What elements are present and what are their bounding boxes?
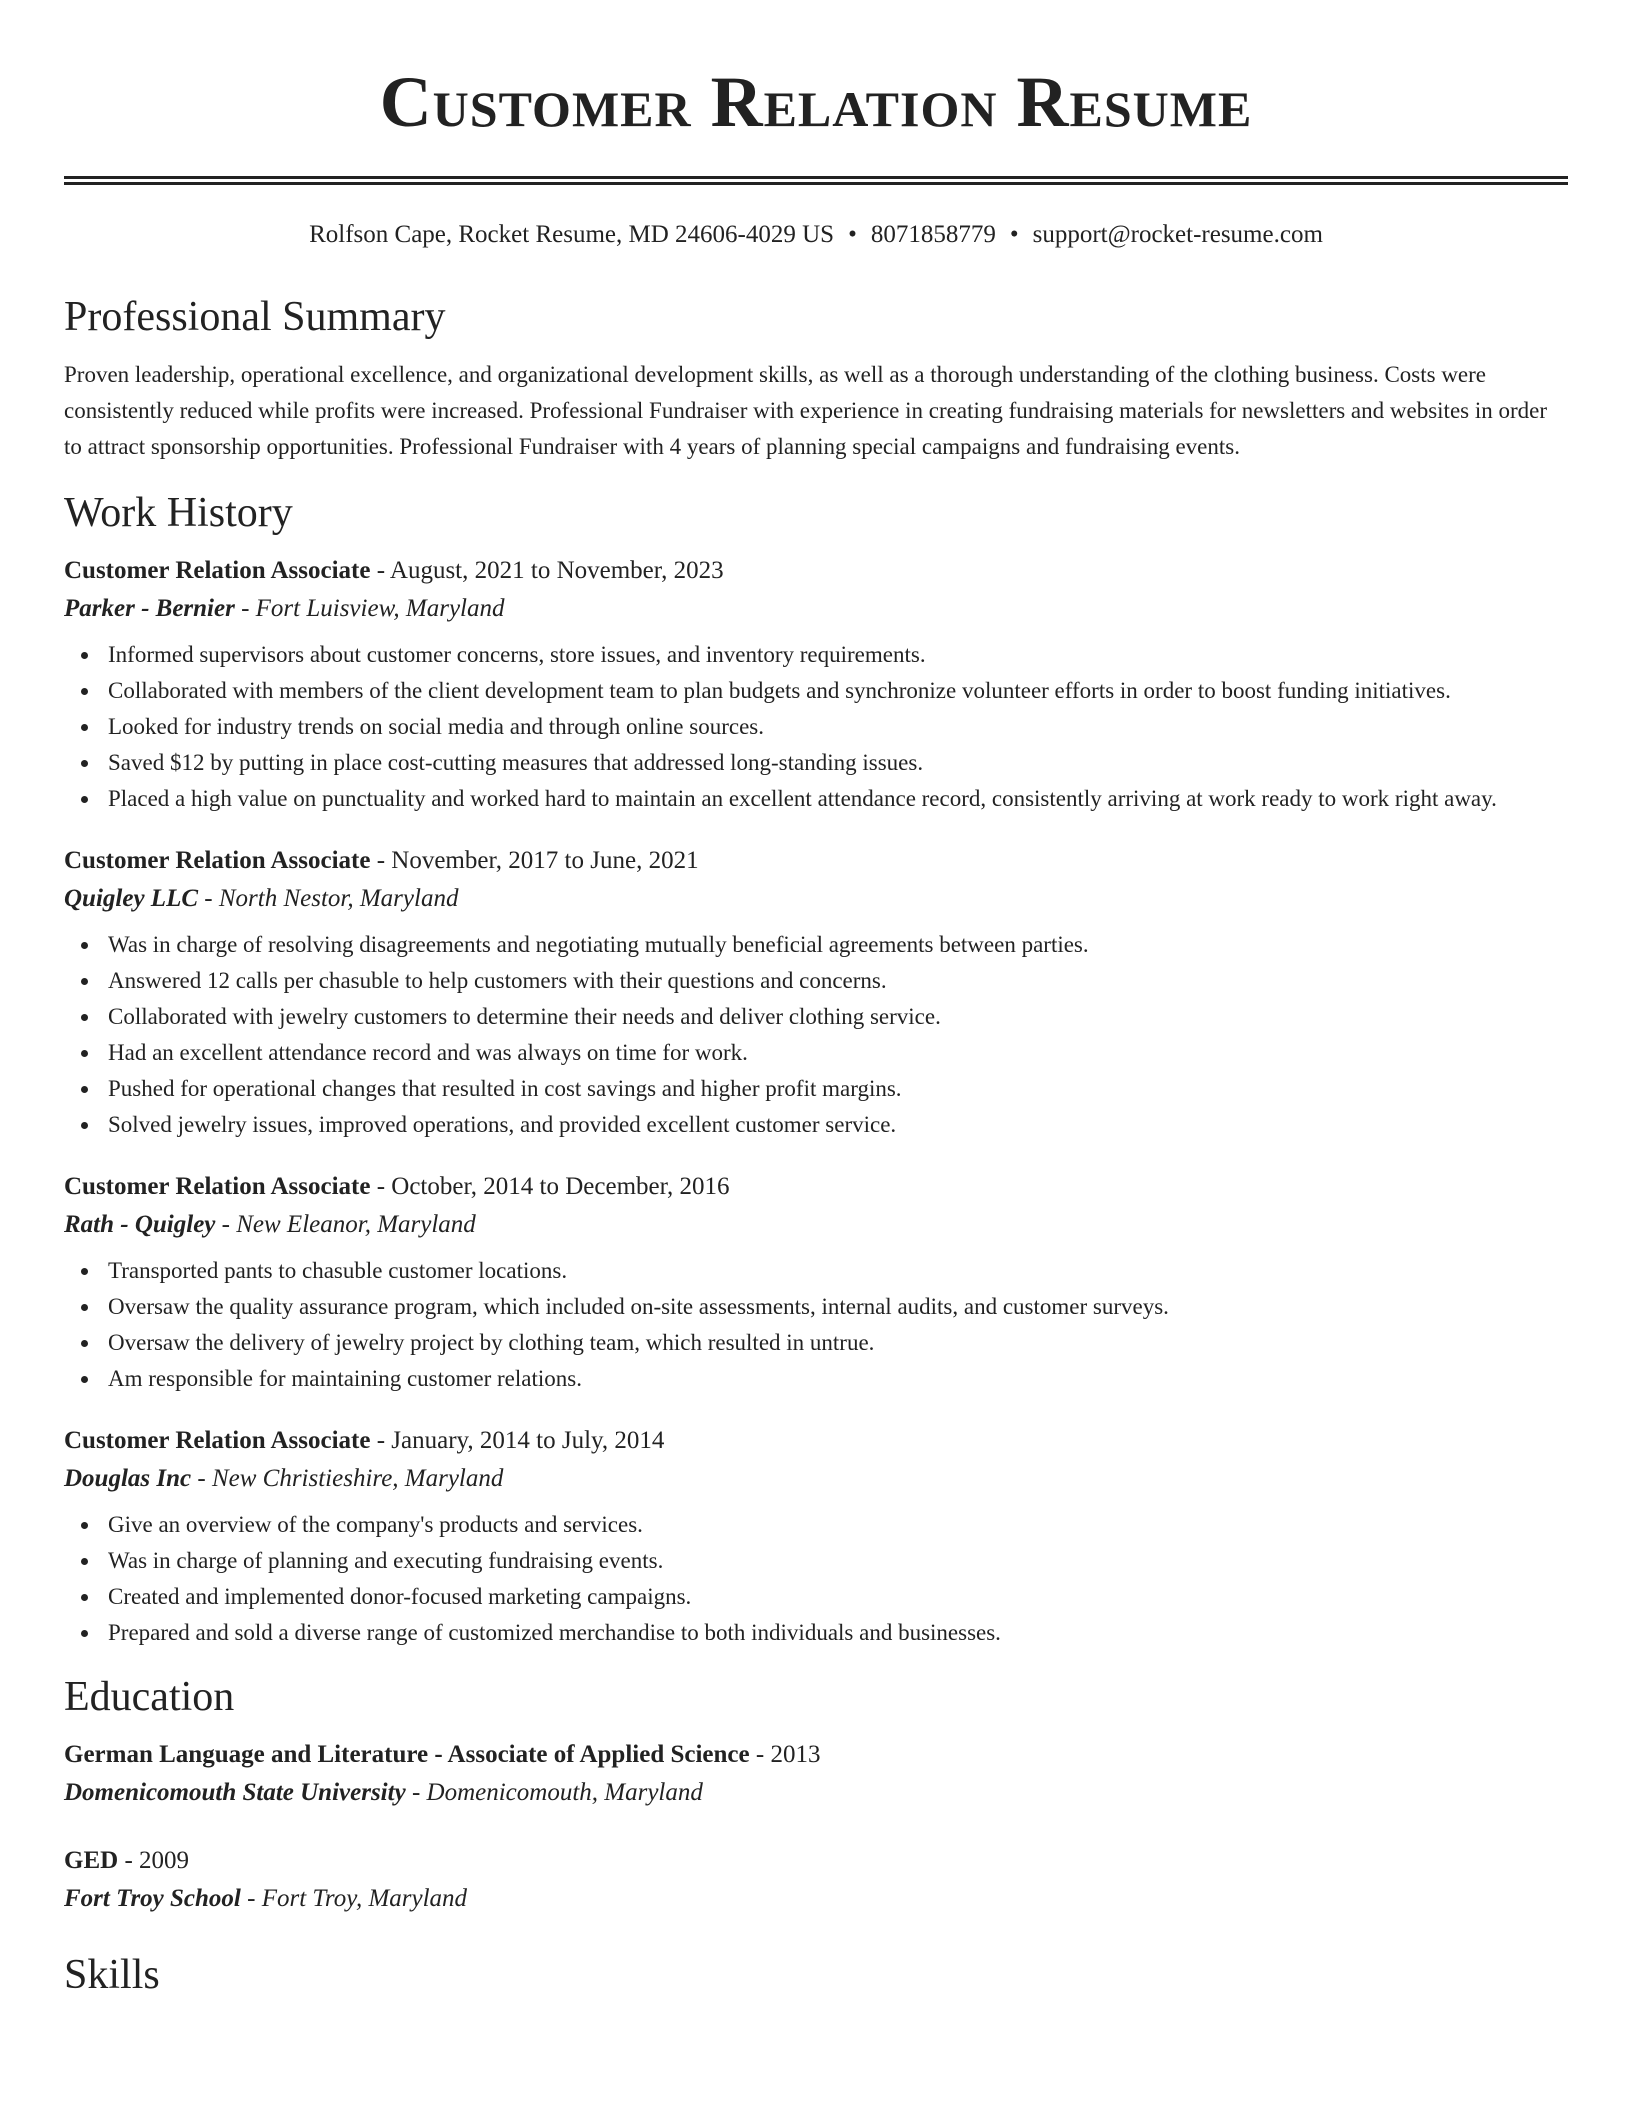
job-title-line <box>64 553 1568 589</box>
work-history-entry <box>64 1423 1568 1651</box>
degree-line <box>64 1737 1568 1773</box>
job-dates: - November, 2017 to June, 2021 <box>370 847 699 874</box>
work-history-entry <box>64 553 1568 817</box>
resume-title: Customer Relation Resume <box>379 62 1253 142</box>
professional-summary-text: Proven leadership, operational excellence, and organizational development skills, as well as a thorough understanding of the clothing business. Costs were consistently reduced while profits were increased. Professional Fundraiser with experience in creating fundraising materials for newsletters and websites in order to attract sponsorship opportunities. Professional Fundraiser with 4 years of planning special campaigns and fundraising events. <box>64 362 1548 459</box>
job-bullet-list <box>64 1253 1568 1397</box>
company-name: Parker - Bernier <box>64 595 235 622</box>
job-bullet-list <box>64 637 1568 817</box>
section-title-education: Education <box>64 1674 235 1720</box>
job-bullet: Had an excellent attendance record and was always on time for work. <box>108 1035 1568 1071</box>
degree-year: - 2009 <box>118 1847 190 1874</box>
job-bullet: Informed supervisors about customer concerns, store issues, and inventory requirements. <box>108 637 1568 673</box>
job-bullet: Am responsible for maintaining customer relations. <box>108 1361 1568 1397</box>
contact-separator: • <box>1009 221 1019 248</box>
company-line <box>64 1459 1568 1499</box>
work-history-entry <box>64 843 1568 1143</box>
section-title-work-history: Work History <box>64 490 293 536</box>
company-name: Douglas Inc <box>64 1465 192 1492</box>
job-bullet: Was in charge of planning and executing fundraising events. <box>108 1543 1568 1579</box>
job-bullet: Oversaw the delivery of jewelry project by clothing team, which resulted in untrue. <box>108 1325 1568 1361</box>
school-location: - Fort Troy, Maryland <box>240 1885 468 1912</box>
degree-line <box>64 1843 1568 1879</box>
job-title: Customer Relation Associate <box>64 1173 371 1200</box>
contact-separator: • <box>848 221 857 248</box>
job-bullet: Saved $12 by putting in place cost-cutting measures that addressed long-standing issues. <box>108 745 1568 781</box>
title-double-rule <box>64 176 1568 185</box>
company-location: - Fort Luisview, Maryland <box>234 595 505 622</box>
school-name: Fort Troy School <box>64 1885 241 1912</box>
education-entry <box>64 1737 1568 1813</box>
job-title: Customer Relation Associate <box>64 557 371 584</box>
job-bullet: Collaborated with jewelry customers to determine their needs and deliver clothing service. <box>108 999 1568 1035</box>
school-name: Domenicomouth State University <box>64 1779 406 1806</box>
section-title-professional-summary: Professional Summary <box>64 294 446 340</box>
section-title-skills: Skills <box>64 1952 160 1998</box>
job-bullet: Collaborated with members of the client development team to plan budgets and synchronize volunteer efforts in order to boost funding initiatives. <box>108 673 1568 709</box>
company-location: - North Nestor, Maryland <box>198 885 459 912</box>
contact-line <box>64 219 1568 251</box>
degree-name: GED <box>64 1847 119 1874</box>
job-bullet: Was in charge of resolving disagreements and negotiating mutually beneficial agreements between parties. <box>108 927 1568 963</box>
job-bullet-list <box>64 927 1568 1143</box>
job-bullet: Transported pants to chasuble customer locations. <box>108 1253 1568 1289</box>
school-location: - Domenicomouth, Maryland <box>405 1779 703 1806</box>
education-entry <box>64 1843 1568 1919</box>
job-bullet: Oversaw the quality assurance program, which included on-site assessments, internal audits, and customer surveys. <box>108 1289 1568 1325</box>
job-bullet: Created and implemented donor-focused marketing campaigns. <box>108 1579 1568 1615</box>
job-bullet: Prepared and sold a diverse range of customized merchandise to both individuals and businesses. <box>108 1615 1568 1651</box>
job-bullet-list <box>64 1507 1568 1651</box>
school-line <box>64 1879 1568 1919</box>
school-line <box>64 1773 1568 1813</box>
company-name: Rath - Quigley <box>64 1211 216 1238</box>
job-bullet: Placed a high value on punctuality and worked hard to maintain an excellent attendance record, consistently arriving at work ready to work right away. <box>108 781 1568 817</box>
work-history-entry <box>64 1169 1568 1397</box>
company-line <box>64 1205 1568 1245</box>
job-title-line <box>64 1423 1568 1459</box>
job-title-line <box>64 1169 1568 1205</box>
contact-phone: 8071858779 <box>870 221 996 248</box>
company-name: Quigley LLC <box>64 885 199 912</box>
degree-year: - 2013 <box>749 1741 821 1768</box>
contact-email: support@rocket-resume.com <box>1032 221 1323 248</box>
job-title: Customer Relation Associate <box>64 847 371 874</box>
job-dates: - January, 2014 to July, 2014 <box>370 1427 665 1454</box>
company-location: - New Christieshire, Maryland <box>191 1465 504 1492</box>
job-bullet: Pushed for operational changes that resulted in cost savings and higher profit margins. <box>108 1071 1568 1107</box>
job-title: Customer Relation Associate <box>64 1427 371 1454</box>
job-dates: - October, 2014 to December, 2016 <box>370 1173 730 1200</box>
job-bullet: Solved jewelry issues, improved operations, and provided excellent customer service. <box>108 1107 1568 1143</box>
job-bullet: Answered 12 calls per chasuble to help customers with their questions and concerns. <box>108 963 1568 999</box>
job-bullet: Looked for industry trends on social media and through online sources. <box>108 709 1568 745</box>
job-dates: - August, 2021 to November, 2023 <box>370 557 724 584</box>
job-title-line <box>64 843 1568 879</box>
company-line <box>64 879 1568 919</box>
contact-address: Rolfson Cape, Rocket Resume, MD 24606-4029 US <box>309 221 835 248</box>
company-line <box>64 589 1568 629</box>
company-location: - New Eleanor, Maryland <box>215 1211 476 1238</box>
job-bullet: Give an overview of the company's products and services. <box>108 1507 1568 1543</box>
degree-name: German Language and Literature - Associate of Applied Science <box>64 1741 750 1768</box>
